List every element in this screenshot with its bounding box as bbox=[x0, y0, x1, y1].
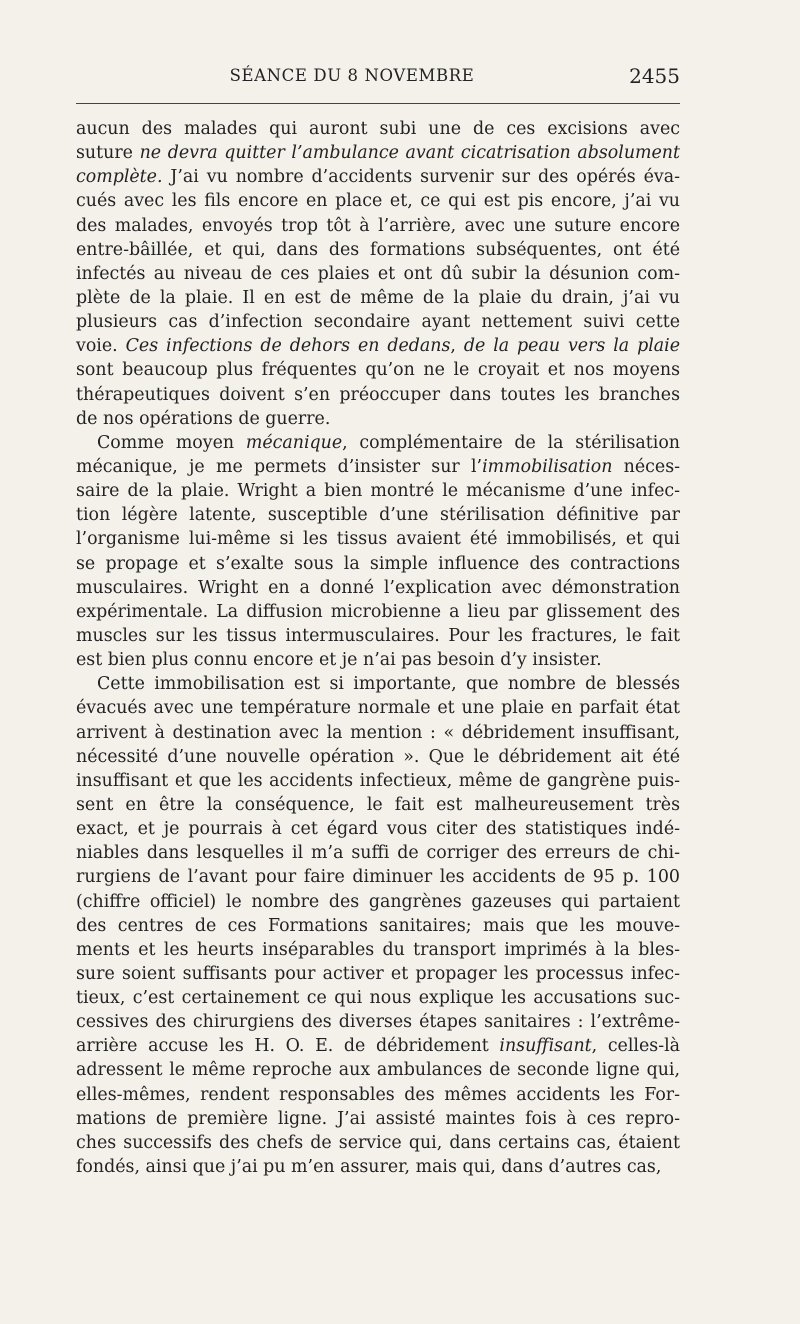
text-line: mations de première ligne. J’ai assisté maintes fois à ces repro- bbox=[76, 1108, 680, 1129]
italic-emphasis: mécanique bbox=[245, 432, 343, 453]
text-line: cessives des chirurgiens des diverses étapes sanitaires : l’extrême- bbox=[76, 1012, 680, 1033]
text-line: muscles sur les tissus intermusculaires. Pour les fractures, le fait bbox=[76, 625, 680, 646]
italic-emphasis: insuffisant bbox=[499, 1036, 592, 1057]
text-line: ches successifs des chefs de service qui, dans certains cas, étaient bbox=[76, 1132, 680, 1153]
italic-emphasis: Ces infections de dehors en dedans bbox=[125, 336, 451, 357]
italic-emphasis: immobilisation bbox=[482, 456, 613, 477]
text-line: saire de la plaie. Wright a bien montré le mécanisme d’une infec- bbox=[76, 481, 680, 502]
text-line: arrivent à destination avec la mention : « débridement insuffisant, bbox=[76, 722, 680, 743]
italic-emphasis: complète. bbox=[76, 167, 163, 188]
text-line: ments et les heurts inséparables du transport imprimés à la bles- bbox=[76, 939, 680, 960]
body-text bbox=[76, 117, 680, 1179]
text-line: sure soient suffisants pour activer et propager les processus infec- bbox=[76, 963, 680, 984]
text-line: rurgiens de l’avant pour faire diminuer les accidents de 95 p. 100 bbox=[76, 867, 680, 888]
text-line: niables dans lesquelles il m’a suffi de corriger des erreurs de chi- bbox=[76, 843, 680, 864]
text-line: l’organisme lui-même si les tissus avaient été immobilisés, et qui bbox=[76, 529, 680, 550]
text-line: sont beaucoup plus fréquentes qu’on ne le croyait et nos moyens bbox=[76, 360, 680, 381]
text-line: cués avec les fils encore en place et, ce qui est pis encore, j’ai vu bbox=[76, 191, 680, 212]
text-line: arrière accuse les H. O. E. de débridement insuffisant, celles-là bbox=[76, 1036, 680, 1057]
text-line: sent en être la conséquence, le fait est malheureusement très bbox=[76, 794, 680, 815]
text-line: suture ne devra quitter l’ambulance avant cicatrisation absolument bbox=[76, 143, 680, 164]
text-line: tieux, c’est certainement ce qui nous explique les accusations suc- bbox=[76, 988, 680, 1009]
text-line: Cette immobilisation est si importante, que nombre de blessés bbox=[97, 674, 680, 695]
text-line: musculaires. Wright en a donné l’explication avec démonstration bbox=[76, 577, 680, 598]
text-line: insuffisant et que les accidents infectieux, même de gangrène puis- bbox=[76, 770, 680, 791]
text-line: complète. J’ai vu nombre d’accidents survenir sur des opérés éva- bbox=[76, 167, 680, 188]
text-line: thérapeutiques doivent s’en préoccuper dans toutes les branches bbox=[76, 384, 680, 405]
text-line: plète de la plaie. Il en est de même de la plaie du drain, j’ai vu bbox=[76, 287, 680, 308]
text-line: voie. Ces infections de dehors en dedans, de la peau vers la plaie bbox=[76, 336, 680, 357]
text-line: expérimentale. La diffusion microbienne a lieu par glissement des bbox=[76, 601, 680, 622]
italic-emphasis: ne devra quitter l’ambulance avant cicatrisation absolument bbox=[139, 143, 680, 164]
text-line: adressent le même reproche aux ambulances de seconde ligne qui, bbox=[76, 1060, 680, 1081]
running-header bbox=[76, 66, 680, 88]
text-line: elles-mêmes, rendent responsables des mêmes accidents les For- bbox=[76, 1084, 680, 1105]
text-line: fondés, ainsi que j’ai pu m’en assurer, mais qui, dans d’autres cas, bbox=[76, 1157, 662, 1178]
text-line: est bien plus connu encore et je n’ai pas besoin d’y insister. bbox=[76, 650, 602, 671]
text-line: (chiffre officiel) le nombre des gangrènes gazeuses qui partaient bbox=[76, 891, 680, 912]
text-line: nécessité d’une nouvelle opération ». Que le débridement ait été bbox=[76, 746, 680, 767]
text-line: aucun des malades qui auront subi une de ces excisions avec bbox=[76, 119, 680, 139]
page-number: 2455 bbox=[629, 64, 680, 88]
text-line: se propage et s’exalte sous la simple influence des contractions bbox=[76, 553, 680, 574]
text-line: plusieurs cas d’infection secondaire ayant nettement suivi cette bbox=[76, 312, 680, 333]
text-line: infectés au niveau de ces plaies et ont dû subir la désunion com- bbox=[76, 263, 680, 284]
text-line: de nos opérations de guerre. bbox=[76, 408, 331, 429]
text-line: des centres de ces Formations sanitaires; mais que les mouve- bbox=[76, 915, 680, 936]
text-line: exact, et je pourrais à cet égard vous citer des statistiques indé- bbox=[76, 819, 680, 840]
italic-emphasis: de la peau vers la plaie bbox=[463, 336, 680, 357]
text-line: tion légère latente, susceptible d’une stérilisation définitive par bbox=[76, 505, 680, 526]
text-line: entre-bâillée, et qui, dans des formations subséquentes, ont été bbox=[76, 239, 680, 260]
text-line: évacués avec une température normale et une plaie en parfait état bbox=[76, 698, 680, 719]
header-rule bbox=[76, 103, 680, 104]
header-title: SÉANCE DU 8 NOVEMBRE bbox=[229, 66, 475, 85]
text-line: Comme moyen mécanique, complémentaire de la stérilisation bbox=[97, 432, 680, 453]
text-line: des malades, envoyés trop tôt à l’arrière, avec une suture encore bbox=[76, 215, 680, 236]
text-line: mécanique, je me permets d’insister sur l’immobilisation néces- bbox=[76, 456, 680, 477]
